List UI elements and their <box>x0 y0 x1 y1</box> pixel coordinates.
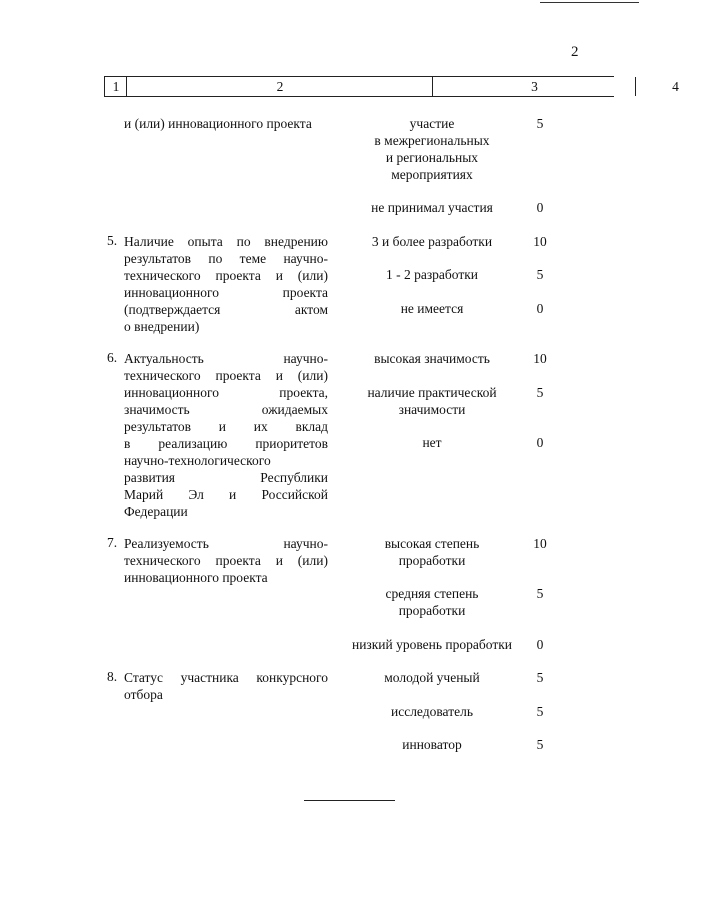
option-line: мероприятиях <box>391 167 473 182</box>
option-line: 3 и более разработки <box>371 234 493 249</box>
option-text <box>330 300 534 317</box>
option-line: проработки <box>398 603 466 618</box>
option-text <box>330 703 534 720</box>
table-header <box>104 76 679 97</box>
option-points: 0 <box>536 200 544 215</box>
option-points: 5 <box>536 670 544 685</box>
criterion-line: развития Республики <box>124 470 328 485</box>
criterion-line: результатов по теме научно- <box>124 251 328 266</box>
criterion-line: в реализацию приоритетов <box>124 436 328 451</box>
option-line: исследователь <box>390 704 473 719</box>
criterion-number: 7. <box>107 535 118 550</box>
header-col-3: 3 <box>432 77 636 96</box>
criterion-line: технического проекта и (или) <box>124 368 328 383</box>
option-line: участие <box>409 116 455 131</box>
option-points: 10 <box>533 536 547 551</box>
criterion-line: Статус участника конкурсного <box>124 670 328 685</box>
header-col-1: 1 <box>104 77 127 96</box>
criterion-line: Реализуемость научно- <box>124 536 328 551</box>
option-line: в межрегиональных <box>374 133 490 148</box>
option-points: 0 <box>536 637 544 652</box>
option-line: 1 - 2 разработки <box>385 267 479 282</box>
criterion-number: 6. <box>107 350 118 365</box>
criterion-line: отбора <box>124 687 163 702</box>
page-number: 2 <box>571 44 579 60</box>
option-points: 5 <box>536 267 544 282</box>
option-line: проработки <box>398 553 466 568</box>
header-col-4: 4 <box>635 77 715 96</box>
option-text <box>330 535 534 569</box>
option-points: 5 <box>536 116 544 131</box>
option-text <box>330 736 534 753</box>
option-text <box>330 266 534 283</box>
criterion-line: (подтверждается актом <box>124 302 328 317</box>
option-text <box>330 199 534 216</box>
option-line: высокая степень <box>384 536 480 551</box>
criterion-line: Марий Эл и Российской <box>124 487 328 502</box>
criterion-line: Актуальность научно- <box>124 351 328 366</box>
option-points: 5 <box>536 385 544 400</box>
option-line: и региональных <box>385 150 479 165</box>
option-text <box>330 115 534 183</box>
option-points: 5 <box>536 737 544 752</box>
option-line: низкий уровень проработки <box>351 637 513 652</box>
criterion-text <box>124 115 328 132</box>
top-edge-rule <box>540 2 639 3</box>
option-text <box>330 669 534 686</box>
criterion-number: 8. <box>107 669 118 684</box>
option-text <box>330 233 534 250</box>
criterion-line: Федерации <box>124 504 188 519</box>
header-col-2: 2 <box>126 77 433 96</box>
criterion-line: результатов и их вклад <box>124 419 328 434</box>
option-line: молодой ученый <box>384 670 480 685</box>
option-line: нет <box>422 435 442 450</box>
criterion-line: технического проекта и (или) <box>124 268 328 283</box>
criterion-line: инновационного проекта, <box>124 385 328 400</box>
criterion-text <box>124 535 328 586</box>
option-text <box>330 384 534 418</box>
criterion-line: о внедрении) <box>124 319 200 334</box>
criterion-line: технического проекта и (или) <box>124 553 328 568</box>
option-line: наличие практической <box>367 385 497 400</box>
option-text <box>330 585 534 619</box>
criterion-line: Наличие опыта по внедрению <box>124 234 328 249</box>
option-points: 5 <box>536 586 544 601</box>
option-line: не принимал участия <box>371 200 493 215</box>
criterion-line: научно-технологического <box>124 453 271 468</box>
criterion-line: инновационного проекта <box>124 570 268 585</box>
option-text <box>330 350 534 367</box>
criterion-text <box>124 233 328 335</box>
criterion-line: инновационного проекта <box>124 285 328 300</box>
criterion-line: значимость ожидаемых <box>124 402 328 417</box>
option-line: средняя степень <box>385 586 479 601</box>
criterion-text <box>124 350 328 520</box>
option-points: 10 <box>533 234 547 249</box>
option-points: 0 <box>536 301 544 316</box>
option-points: 5 <box>536 704 544 719</box>
criterion-number: 5. <box>107 233 118 248</box>
end-separator-line <box>304 800 395 801</box>
option-points: 10 <box>533 351 547 366</box>
criterion-text <box>124 669 328 703</box>
option-points: 0 <box>536 435 544 450</box>
option-text <box>330 434 534 451</box>
option-line: высокая значимость <box>374 351 490 366</box>
option-line: значимости <box>398 402 466 417</box>
option-text <box>330 636 534 653</box>
option-line: инноватор <box>402 737 462 752</box>
criterion-line: и (или) инновационного проекта <box>124 116 312 131</box>
option-line: не имеется <box>400 301 464 316</box>
